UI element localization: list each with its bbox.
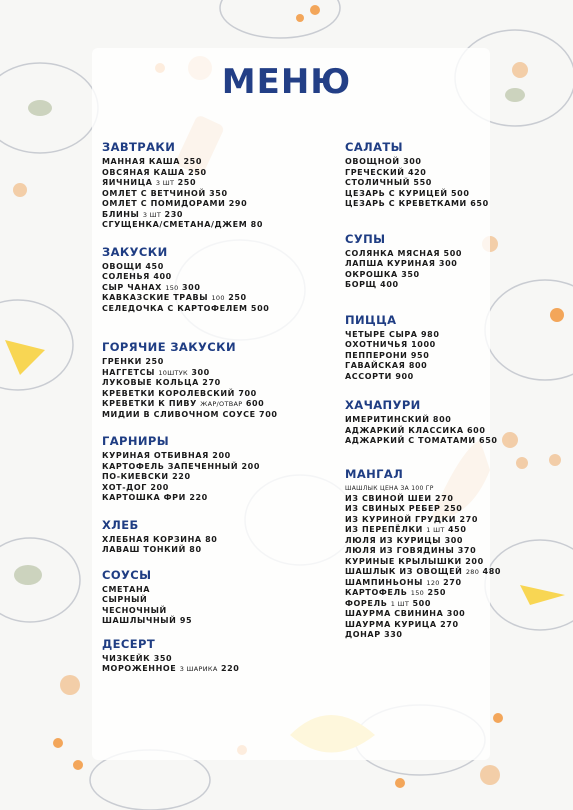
menu-title: МЕНЮ: [221, 62, 352, 102]
item-price: 900: [395, 371, 414, 381]
menu-item: [102, 472, 302, 483]
item-price: 80: [250, 220, 263, 229]
menu-section: [102, 518, 302, 556]
item-price: 500: [250, 303, 270, 313]
item-name: НАГГЕТСЫ: [102, 367, 155, 377]
menu-column-right: [345, 140, 545, 641]
menu-item: [102, 168, 302, 179]
section-heading: ГОРЯЧИЕ ЗАКУСКИ: [102, 340, 236, 354]
menu-section: [102, 245, 302, 315]
item-price: 250: [183, 157, 202, 166]
item-price: 500: [412, 598, 432, 608]
item-price: 650: [470, 199, 489, 208]
menu-item: [345, 199, 545, 210]
item-price: 220: [172, 472, 191, 481]
item-price: 220: [189, 493, 208, 502]
item-price: 300: [438, 259, 458, 268]
item-name: ШАУРМА КУРИЦА: [345, 619, 437, 629]
item-price: 250: [427, 588, 446, 597]
item-name: КРЕВЕТКИ К ПИВУ: [102, 399, 197, 408]
item-note: 280: [465, 568, 480, 576]
menu-item: [102, 357, 302, 368]
item-name: СГУЩЕНКА/СМЕТАНА/ДЖЕМ: [102, 220, 248, 229]
item-name: КУРИНЫЕ КРЫЛЫШКИ: [345, 556, 462, 566]
menu-item: [102, 616, 302, 627]
item-note: ЖАР/ОТВАР: [200, 400, 243, 408]
item-price: 330: [384, 630, 403, 639]
item-name: ЧЕТЫРЕ СЫРА: [345, 329, 418, 339]
item-price: 230: [164, 209, 184, 219]
item-price: 450: [145, 261, 164, 271]
menu-item: [102, 410, 302, 421]
item-name: ИЗ ПЕРЕПЁЛКИ: [345, 525, 423, 534]
menu-item: [102, 462, 302, 473]
item-name: ХЛЕБНАЯ КОРЗИНА: [102, 534, 202, 544]
item-name: ОВОЩНОЙ: [345, 157, 400, 166]
item-name: ЧЕСНОЧНЫЙ: [102, 605, 167, 615]
item-price: 1000: [411, 340, 436, 349]
menu-item: [102, 283, 302, 294]
menu-section: [345, 313, 545, 383]
item-price: 300: [182, 282, 201, 292]
item-price: 250: [443, 504, 463, 513]
menu-item: [345, 630, 545, 641]
item-price: 80: [189, 545, 202, 554]
item-name: ЛЮЛЯ ИЗ КУРИЦЫ: [345, 535, 442, 545]
item-name: ШАМПИНЬОНЫ: [345, 577, 424, 587]
item-name: ИМЕРИТИНСКИЙ: [345, 415, 430, 424]
item-name: КАРТОШКА ФРИ: [102, 493, 186, 502]
item-price: 450: [448, 525, 467, 534]
menu-item: [345, 436, 545, 447]
item-name: СТОЛИЧНЫЙ: [345, 178, 411, 187]
section-heading: ХЛЕБ: [102, 517, 139, 532]
item-note: 10ШТУК: [158, 368, 188, 377]
item-name: АССОРТИ: [345, 371, 392, 381]
item-name: МОРОЖЕННОЕ: [102, 664, 177, 673]
item-price: 300: [403, 157, 422, 166]
menu-item: [345, 504, 545, 515]
menu-item: [102, 157, 302, 168]
menu-item: [345, 546, 545, 557]
menu-item: [345, 330, 545, 341]
item-price: 480: [482, 567, 502, 576]
item-price: 270: [440, 619, 459, 629]
item-price: 550: [413, 178, 432, 187]
item-price: 250: [145, 357, 164, 366]
menu-item: [345, 578, 545, 589]
menu-item: [102, 654, 302, 665]
item-name: ХОТ-ДОГ: [102, 482, 147, 492]
item-note: 100: [211, 294, 225, 302]
section-heading: ХАЧАПУРИ: [345, 398, 421, 412]
item-name: ПЕППЕРОНИ: [345, 350, 408, 360]
item-name: МИДИИ В СЛИВОЧНОМ СОУСЕ: [102, 409, 256, 419]
item-name: СОЛЕНЬЯ: [102, 272, 150, 281]
item-price: 95: [179, 616, 193, 625]
section-subnote: ШАШЛЫК ЦЕНА ЗА 100 ГР: [345, 484, 434, 492]
item-name: ОМЛЕТ С ВЕТЧИНОЙ: [102, 188, 206, 198]
item-price: 300: [446, 609, 466, 618]
menu-item: [345, 567, 545, 578]
menu-item: [345, 536, 545, 547]
item-price: 400: [153, 272, 172, 281]
menu-item: [102, 262, 302, 273]
item-price: 200: [241, 461, 261, 471]
menu-section: [345, 467, 545, 641]
menu-item: [102, 368, 302, 379]
item-name: ЛЮЛЯ ИЗ ГОВЯДИНЫ: [345, 546, 455, 555]
item-price: 220: [220, 664, 240, 673]
menu-item: [345, 259, 545, 270]
item-price: 250: [228, 293, 247, 302]
menu-item: [345, 249, 545, 260]
item-price: 200: [212, 451, 231, 460]
item-name: ЛАПША КУРИНАЯ: [345, 259, 436, 268]
section-heading: ЗАКУСКИ: [102, 244, 168, 259]
item-name: КУРИНАЯ ОТБИВНАЯ: [102, 451, 209, 460]
item-name: ПО-КИЕВСКИ: [102, 472, 169, 481]
item-price: 200: [465, 556, 484, 566]
menu-item: [102, 189, 302, 200]
item-name: КАВКАЗСКИЕ ТРАВЫ: [102, 293, 209, 302]
item-price: 250: [177, 178, 197, 187]
menu-section: [102, 140, 302, 231]
item-name: ИЗ СВИНЫХ РЕБЕР: [345, 504, 441, 513]
menu-item: [345, 189, 545, 200]
section-heading: ПИЦЦА: [345, 312, 397, 327]
item-note: 3 ШТ: [142, 210, 162, 219]
item-name: ИЗ КУРИНОЙ ГРУДКИ: [345, 514, 457, 524]
item-price: 980: [421, 329, 440, 339]
menu-item: [102, 664, 302, 675]
item-name: ЛАВАШ ТОНКИЙ: [102, 545, 186, 554]
item-name: ДОНАР: [345, 630, 381, 639]
menu-item: [345, 609, 545, 620]
item-name: ОВОЩИ: [102, 261, 142, 271]
item-name: СЫРНЫЙ: [102, 595, 148, 604]
item-price: 270: [443, 577, 462, 587]
item-name: ЯИЧНИЦА: [102, 178, 153, 187]
item-note: 1 ШТ: [426, 526, 445, 534]
item-price: 800: [432, 415, 452, 424]
item-name: БОРЩ: [345, 280, 377, 289]
item-price: 290: [228, 199, 248, 208]
item-price: 650: [479, 436, 498, 445]
item-name: ЦЕЗАРЬ С КРЕВЕТКАМИ: [345, 199, 467, 208]
menu-item: [102, 178, 302, 189]
item-price: 500: [443, 248, 463, 258]
menu-section: [345, 232, 545, 291]
item-name: ЧИЗКЕЙК: [102, 653, 151, 663]
item-name: ГРЕНКИ: [102, 357, 142, 366]
item-name: ОВСЯНАЯ КАША: [102, 167, 185, 177]
item-price: 420: [407, 167, 427, 177]
menu-item: [102, 451, 302, 462]
menu-section: [102, 340, 302, 420]
item-price: 600: [245, 399, 265, 408]
item-name: ОКРОШКА: [345, 269, 398, 279]
item-price: 270: [459, 514, 478, 524]
section-heading: СОУСЫ: [102, 567, 152, 582]
item-name: ОХОТНИЧЬЯ: [345, 340, 408, 349]
item-note: 1 ШТ: [390, 599, 410, 608]
item-name: ИЗ СВИНОЙ ШЕИ: [345, 493, 432, 503]
menu-item: [102, 399, 302, 410]
item-name: ГАВАЙСКАЯ: [345, 361, 406, 370]
menu-item: [102, 378, 302, 389]
menu-section: [102, 568, 302, 627]
menu-item: [345, 157, 545, 168]
item-note: 150: [410, 589, 425, 597]
menu-section: [345, 398, 545, 447]
menu-item: [102, 293, 302, 304]
menu-item: [345, 557, 545, 568]
menu-item: [345, 361, 545, 372]
item-price: 400: [380, 280, 399, 289]
menu-item: [345, 415, 545, 426]
menu-item: [102, 535, 302, 546]
menu-item: [345, 588, 545, 599]
item-price: 200: [150, 482, 169, 492]
menu-section: [102, 637, 302, 675]
item-name: ШАУРМА СВИНИНА: [345, 609, 444, 618]
menu-item: [345, 178, 545, 189]
item-name: КАРТОФЕЛЬ: [345, 588, 408, 597]
menu-item: [345, 270, 545, 281]
menu-item: [102, 220, 302, 231]
item-price: 250: [188, 167, 207, 177]
section-heading: МАНГАЛ: [345, 466, 404, 481]
item-note: 150: [165, 283, 179, 292]
menu-item: [345, 426, 545, 437]
menu-column-left: [102, 140, 302, 675]
section-heading: ГАРНИРЫ: [102, 434, 170, 448]
menu-section: [102, 434, 302, 504]
item-name: ШАШЛЫЧНЫЙ: [102, 616, 177, 625]
item-name: СОЛЯНКА МЯСНАЯ: [345, 248, 441, 258]
item-price: 600: [467, 425, 486, 435]
item-price: 80: [205, 534, 218, 544]
item-name: ОМЛЕТ С ПОМИДОРАМИ: [102, 199, 226, 208]
menu-item: [102, 389, 302, 400]
menu-item: [102, 272, 302, 283]
item-name: МАННАЯ КАША: [102, 157, 181, 166]
item-name: СЫР ЧАНАХ: [102, 282, 162, 292]
item-name: ЛУКОВЫЕ КОЛЬЦА: [102, 378, 199, 387]
item-price: 350: [153, 653, 173, 663]
menu-item: [345, 372, 545, 383]
item-name: СМЕТАНА: [102, 584, 151, 594]
item-price: 350: [209, 188, 228, 198]
item-name: БЛИНЫ: [102, 209, 140, 219]
item-price: 270: [435, 493, 454, 503]
item-name: АДЖАРКИЙ КЛАССИКА: [345, 425, 464, 435]
menu-item: [102, 585, 302, 596]
item-name: АДЖАРКИЙ С ТОМАТАМИ: [345, 436, 476, 445]
item-price: 700: [238, 388, 257, 398]
item-price: 300: [191, 367, 210, 377]
menu-item: [345, 168, 545, 179]
menu-item: [102, 595, 302, 606]
item-price: 300: [444, 535, 464, 545]
item-name: СЕЛЕДОЧКА С КАРТОФЕЛЕМ: [102, 303, 248, 313]
menu-section: [345, 140, 545, 210]
item-price: 350: [401, 269, 420, 279]
menu-item: [102, 483, 302, 494]
menu-item: [102, 304, 302, 315]
menu-item: [102, 606, 302, 617]
item-note: 3 ШАРИКА: [179, 665, 218, 673]
menu-item: [102, 210, 302, 221]
menu-item: [345, 525, 545, 536]
item-price: 370: [457, 546, 477, 555]
menu-item: [345, 515, 545, 526]
section-heading: ЗАВТРАКИ: [102, 140, 176, 154]
item-name: ФОРЕЛЬ: [345, 598, 388, 608]
menu-item: [345, 494, 545, 505]
item-name: КАРТОФЕЛЬ ЗАПЕЧЕННЫЙ: [102, 461, 239, 471]
item-price: 500: [451, 188, 470, 198]
menu-item: [102, 545, 302, 556]
item-price: 800: [408, 361, 428, 370]
menu-item: [102, 199, 302, 210]
item-name: ЦЕЗАРЬ С КУРИЦЕЙ: [345, 188, 448, 198]
item-name: ШАШЛЫК ИЗ ОВОЩЕЙ: [345, 567, 463, 576]
item-price: 270: [202, 378, 221, 387]
menu-item: [102, 493, 302, 504]
section-heading: ДЕСЕРТ: [102, 636, 156, 651]
item-note: 120: [426, 578, 440, 587]
menu-item: [345, 340, 545, 351]
item-note: 3 ШТ: [155, 179, 175, 187]
item-price: 950: [410, 350, 430, 360]
menu-item: [345, 351, 545, 362]
menu-item: [345, 620, 545, 631]
item-name: ГРЕЧЕСКИЙ: [345, 167, 405, 177]
menu-item: [345, 599, 545, 610]
section-heading: САЛАТЫ: [345, 140, 403, 154]
item-price: 700: [259, 409, 278, 419]
section-heading: СУПЫ: [345, 231, 386, 246]
menu-item: [345, 280, 545, 291]
item-name: КРЕВЕТКИ КОРОЛЕВСКИЙ: [102, 388, 235, 398]
